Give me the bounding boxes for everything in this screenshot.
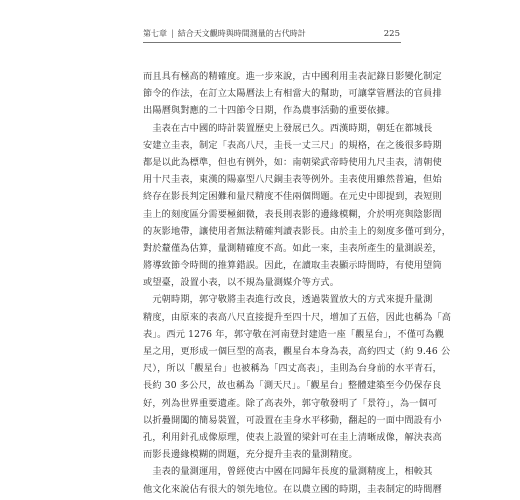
text-line: 長約 30 多公尺，故也稱為「測天尺」。「觀星台」整體建築至今仍保存良	[143, 380, 442, 392]
paragraph	[143, 68, 442, 120]
text-line: 都是以此為標準，但也有例外，如：南朝梁武帝時使用九尺圭表，清朝使	[143, 156, 442, 168]
header-divider	[143, 42, 401, 43]
running-header	[143, 27, 403, 41]
text-line: 尺），所以「觀星台」也被稱為「四丈高表」，圭則為台身前的水平青石，	[143, 363, 442, 375]
text-line: 表」。西元 1276 年，郭守敬在河南登封建造一座「觀星台」，不僅可為觀	[143, 328, 445, 340]
chapter-title: 結合天文觀時與時間測量的古代時計	[177, 29, 306, 38]
text-line: 終存在影長判定困難和量尺精度不佳兩個問題。在元史中即提到，表短則	[143, 191, 442, 203]
text-line: 安建立圭表，制定「表高八尺，圭長一丈三尺」的規格，在之後很多時期	[143, 139, 442, 151]
text-line: 用十尺圭表，東漢的陽嘉型八尺銅圭表等例外。圭表使用雖然普遍，但始	[143, 174, 442, 186]
text-line: 對於釐僅為估算，量測精確度不高。如此一來，圭表所產生的量測誤差，	[143, 242, 442, 254]
text-line: 出陽曆與對應的二十四節令日期，作為農事活動的重要依據。	[143, 105, 396, 117]
text-line: 圭表的量測運用，曾經使古中國在同歸年長度的量測精度上，相較其	[143, 466, 433, 478]
text-line: 孔，利用針孔成像原理，使表上設置的梁針可在圭上清晰成像，解決表高	[143, 431, 442, 443]
paragraph	[143, 291, 452, 463]
header-separator: |	[171, 29, 174, 38]
page-number: 225	[383, 29, 400, 39]
paragraph	[143, 463, 442, 497]
body-text	[143, 68, 452, 498]
text-line: 元朝時期，郭守敬將圭表進行改良，透過裝置放大的方式來提升量測	[143, 294, 433, 306]
text-line: 的灰影地帶，讓使用者無法精確判讀表影長。由於圭上的刻度多僅可到分，	[143, 225, 452, 237]
text-line: 精度，由原來的表高八尺直接提升至四十尺，增加了五倍，因此也稱為「高	[143, 311, 452, 323]
text-line: 圭上的刻度區分需要極細微，表長則表影的邊緣模糊，介於明亮與陰影間	[143, 208, 442, 220]
chapter-label: 第七章	[143, 29, 167, 38]
text-line: 而影長邊緣模糊的問題，充分提升圭表的量測精度。	[143, 449, 358, 461]
text-line: 節令的作法，在訂立太陽曆法上有相當大的幫助，可讓掌管曆法的官員排	[143, 88, 442, 100]
paragraph	[143, 120, 452, 292]
text-line: 而且具有極高的精確度。進一步來說，古中國利用圭表記錄日影變化制定	[143, 71, 442, 82]
text-line: 或望臺，設置小表，以不規為量測媒介等方式。	[143, 277, 340, 289]
text-line: 以折疊開闔的簡易裝置，可設置在圭身水平移動，翻起的一面中間設有小	[143, 414, 442, 426]
text-line: 將導致節令時間的推算錯誤。因此，在讀取圭表顯示時間時，有使用望筒	[143, 260, 442, 272]
text-line: 好，列為世界重要遺產。除了高表外，郭守敬發明了「景符」，為一個可	[143, 397, 438, 409]
text-line: 他文化來說佔有很大的領先地位。在以農立國的時期，圭表制定的時間曆	[143, 483, 442, 495]
text-line: 圭表在古中國的時計裝置歷史上發展已久。西漢時期，朝廷在都城長	[143, 122, 433, 134]
text-line: 星之用，更形成一個巨型的高表，觀星台本身為表，高約四丈（約 9.46 公	[143, 346, 451, 357]
